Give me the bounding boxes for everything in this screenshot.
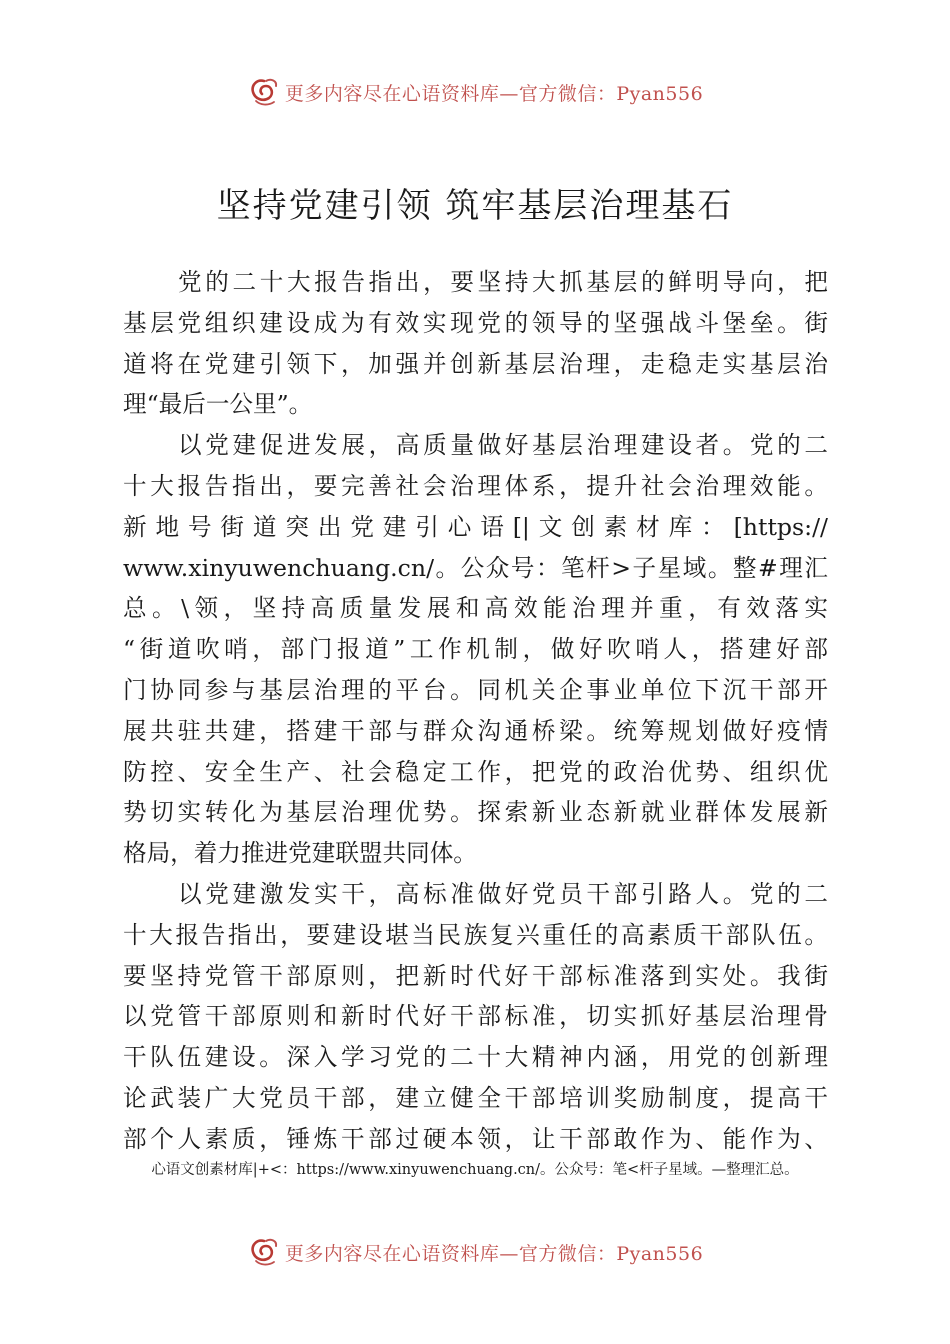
banner-text: 更多内容尽在心语资料库—官方微信：Pyan556	[284, 82, 704, 105]
text-line: 十大报告指出，要完善社会治理体系，提升社会治理效能。	[123, 471, 828, 500]
text-line: www.xinyuwenchuang.cn/。公众号：笔杆>子星域。整#理汇	[123, 553, 828, 582]
text-line: 以党管干部原则和新时代好干部标准，切实抓好基层治理骨	[123, 1002, 828, 1031]
bottom-banner	[0, 1232, 950, 1272]
text-line: 势切实转化为基层治理优势。探索新业态新就业群体发展新	[123, 798, 828, 827]
text-line: 格局，着力推进党建联盟共同体。	[123, 839, 477, 868]
text-line: 党的二十大报告指出，要坚持大抓基层的鲜明导向，把	[178, 268, 828, 296]
banner-text: 更多内容尽在心语资料库—官方微信：Pyan556	[284, 1242, 704, 1265]
text-line: 门协同参与基层治理的平台。同机关企事业单位下沉干部开	[123, 675, 828, 704]
document-body	[123, 262, 828, 1160]
text-line: 部个人素质，锤炼干部过硬本领，让干部敢作为、能作为、	[123, 1124, 828, 1153]
text-line: 总。\领，坚持高质量发展和高效能治理并重，有效落实	[123, 594, 828, 623]
text-line: 以党建激发实干，高标准做好党员干部引路人。党的二	[178, 879, 828, 908]
text-line: 防控、安全生产、社会稳定工作，把党的政治优势、组织优	[123, 757, 828, 786]
text-line: “街道吹哨，部门报道”工作机制，做好吹哨人，搭建好部	[123, 635, 828, 664]
page-title: 坚持党建引领 筑牢基层治理基石	[216, 186, 734, 226]
top-banner	[0, 72, 950, 112]
text-line: 理“最后一公里”。	[123, 390, 313, 419]
text-line: 要坚持党管干部原则，把新时代好干部标准落到实处。我街	[123, 961, 828, 990]
footer-watermark-text: 心语文创素材库|+<：https://www.xinyuwenchuang.cn/。公众号：笔<杆子星域。—整理汇总。	[151, 1162, 799, 1178]
text-line: 基层党组织建设成为有效实现党的领导的坚强战斗堡垒。街	[123, 308, 828, 337]
text-line: 干队伍建设。深入学习党的二十大精神内涵，用党的创新理	[123, 1043, 828, 1072]
rose-swirl-logo-icon	[247, 1235, 281, 1269]
rose-swirl-logo-icon	[247, 75, 281, 109]
text-line: 新地号街道突出党建引心语[|文创素材库：[https://	[123, 512, 828, 541]
text-line: 以党建促进发展，高质量做好基层治理建设者。党的二	[178, 431, 828, 460]
text-line: 展共驻共建，搭建干部与群众沟通桥梁。统筹规划做好疫情	[123, 716, 828, 745]
text-line: 十大报告指出，要建设堪当民族复兴重任的高素质干部队伍。	[123, 920, 828, 949]
text-line: 道将在党建引领下，加强并创新基层治理，走稳走实基层治	[123, 349, 828, 378]
text-line: 论武装广大党员干部，建立健全干部培训奖励制度，提高干	[123, 1083, 828, 1112]
